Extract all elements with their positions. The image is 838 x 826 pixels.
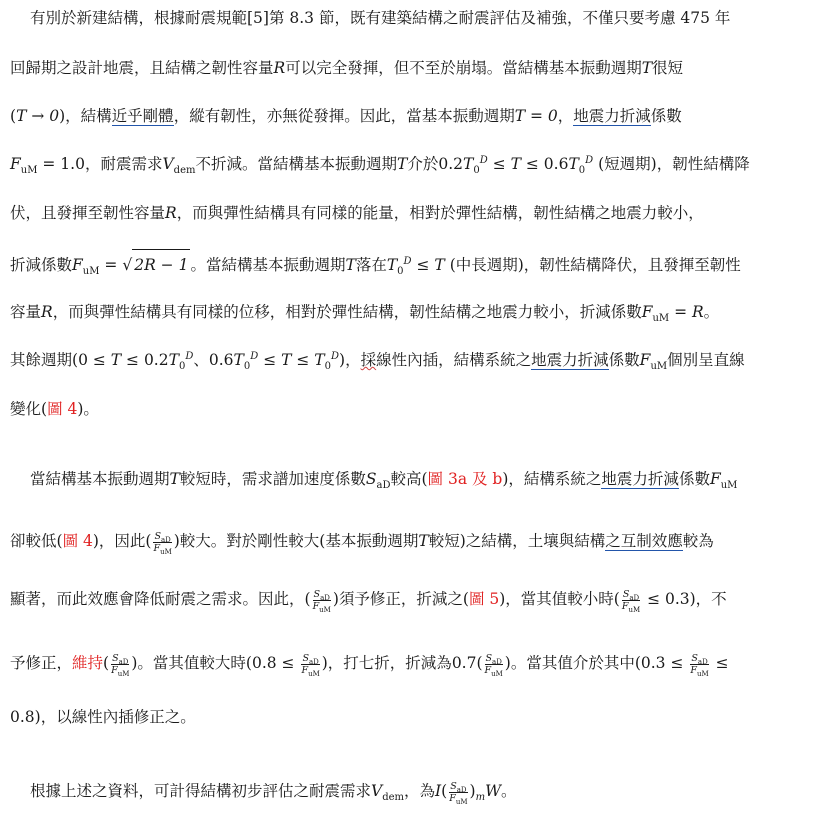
text-run: 予修正，維持( $\frac{S_{aD}}{F_{uM}}$ )。當其值較大時(0.8 ≤ $\frac{S_{aD}}{F_{uM}}$ )，打七折，折減為0.7( $\frac{S_{aD}}{F_{uM}}$ )。當其值介於其中(0.3 ≤ $\frac{S_{aD}}{F_{uM}}$ ≤	[10, 652, 729, 678]
text-run: 卻較低(圖 4)，因此( $\frac{S_{aD}}{F_{uM}}$ )較大。對於剛性較大(基本振動週期T較短)之結構，土壤與結構之互制效應較為	[10, 530, 714, 556]
fraction-sad-fum: $\frac{S_{aD}}{F_{uM}}$	[690, 652, 709, 678]
text-run: 根據上述之資料，可計得結構初步評估之耐震需求$V_{dem}$，為I( $\frac{S_{aD}}{F_{uM}}$ )$_mW$。	[30, 780, 517, 806]
p1-line9: 變化( 圖 4 )。	[10, 394, 828, 424]
text-run: $F_{uM} = 1.0$，耐震需求$V_{dem}$不折減。當結構基本振動週期T介於$0.2T_0^D \le T \le 0.6T_0^D$ (短週期)，韌性結構降	[10, 154, 750, 177]
text-run: (T → 0)，結構近乎剛體，縱有韌性，亦無從發揮。因此，當基本振動週期T = 0，地震力折減係數	[10, 107, 682, 125]
p2-line3	[10, 579, 828, 619]
p1-line6	[10, 249, 828, 279]
underlined-term: 近乎剛體	[111, 107, 174, 125]
underlined-term: 之互制效應	[605, 532, 683, 550]
fraction-sad-fum: $\frac{S_{aD}}{F_{uM}}$	[301, 652, 320, 678]
fraction-sad-fum: $\frac{S_{aD}}{F_{uM}}$	[312, 588, 331, 614]
fraction-sad-fum: $\frac{S_{aD}}{F_{uM}}$	[449, 780, 468, 806]
fraction-sad-fum: $\frac{S_{aD}}{F_{uM}}$	[111, 652, 130, 678]
sqrt-expression: √ 2R − 1	[122, 249, 190, 280]
text-run: 其餘週期($0 \le T \le 0.2T_0^D$、$0.6T_0^D \le T \le T_0^D$)，採線性內插，結構系統之地震力折減係數$F_{uM}$個別呈直線	[10, 350, 745, 373]
figure-ref-4: 圖 4	[62, 532, 93, 550]
underlined-term: 地震力折減	[573, 107, 651, 125]
text-run: 0.8)，以線性內插修正之。	[10, 708, 196, 726]
fraction-sad-fum: $\frac{S_{aD}}{F_{uM}}$	[484, 652, 503, 678]
fraction-sad-fum: $\frac{S_{aD}}{F_{uM}}$	[621, 588, 641, 614]
p1-line1	[30, 3, 828, 33]
p1-line3	[10, 101, 828, 131]
underlined-term: 地震力折減	[531, 351, 609, 369]
text-run: 顯著，而此效應會降低耐震之需求。因此，( $\frac{S_{aD}}{F_{uM}}$ )須予修正，折減之(圖 5)，當其值較小時( $\frac{S_{aD}}{F_{uM}}$ ≤ 0.3)，不	[10, 588, 727, 614]
p1-line2	[10, 53, 828, 83]
p1-line4	[10, 149, 828, 179]
p1-line7	[10, 297, 828, 327]
p3-line1	[30, 771, 828, 811]
text-run: 回歸期之設計地震，且結構之韌性容量R可以完全發揮，但不至於崩塌。當結構基本振動週期T很短	[10, 59, 684, 77]
figure-ref-4: 圖 4	[47, 400, 78, 418]
p2-line1	[30, 464, 828, 494]
text-run: 折減係數$F_{uM}$ = √ 2R − 1 。當結構基本振動週期T落在$T_0^D \le T$ (中長週期)，韌性結構降伏，且發揮至韌性	[10, 249, 741, 280]
p2-line4	[10, 643, 828, 683]
fraction-sad-fum: $\frac{S_{aD}}{F_{uM}}$	[153, 530, 172, 556]
highlighted-word: 維持	[72, 654, 104, 672]
figure-ref-3ab: 圖 3a 及 b	[427, 470, 503, 488]
text-run: 容量R，而與彈性結構具有同樣的位移，相對於彈性結構，韌性結構之地震力較小，折減係數$F_{uM} = R$。	[10, 303, 720, 325]
text-run: 當結構基本振動週期T較短時，需求譜加速度係數$S_{aD}$較高(圖 3a 及 b)，結構系統之地震力折減係數$F_{uM}$	[30, 470, 738, 492]
text-run: 有別於新建結構，根據耐震規範[5]第 8.3 節，既有建築結構之耐震評估及補強，不僅只要考慮 475 年	[30, 9, 731, 27]
p2-line5	[10, 702, 828, 732]
p1-line5	[10, 198, 828, 228]
p1-line8	[10, 345, 828, 375]
underlined-term: 地震力折減	[601, 470, 679, 488]
spellcheck-word: 採	[360, 351, 377, 369]
figure-ref-5: 圖 5	[468, 590, 500, 608]
text-run: 伏，且發揮至韌性容量R，而與彈性結構具有同樣的能量，相對於彈性結構，韌性結構之地震力較小，	[10, 204, 704, 222]
p2-line2	[10, 521, 828, 561]
